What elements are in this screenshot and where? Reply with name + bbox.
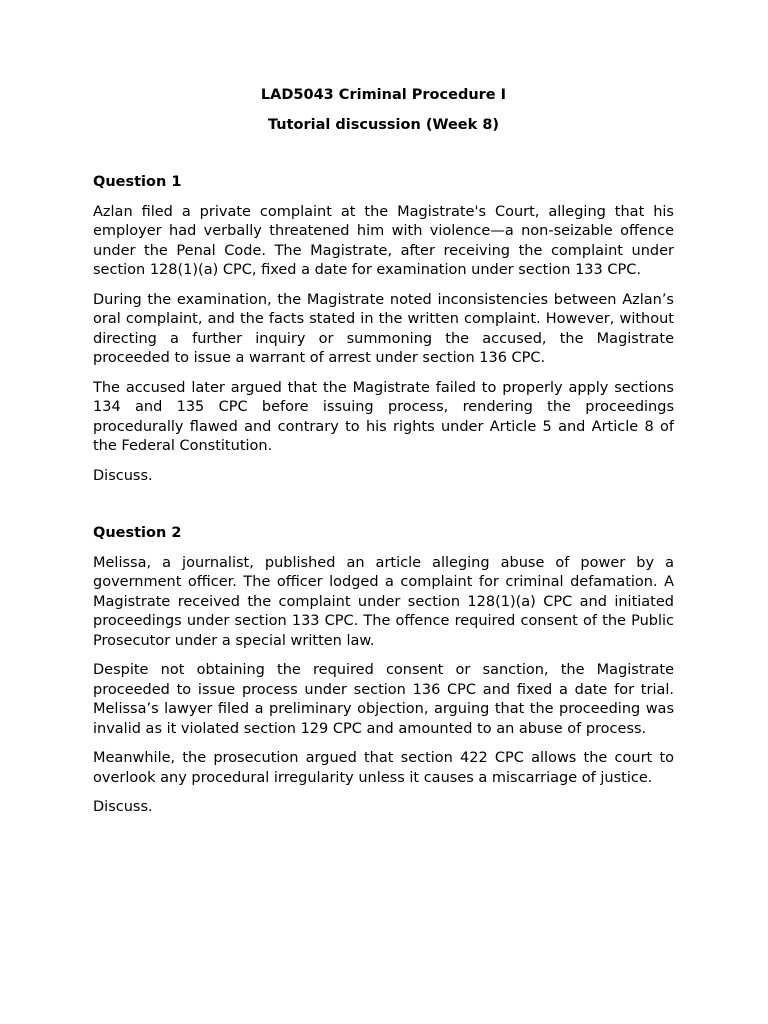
question-2-heading: Question 2 (93, 525, 182, 541)
question-1-discuss: Discuss. (93, 467, 153, 484)
question-2-paragraph: Meanwhile, the prosecution argued that section 422 CPC allows the court to overlook any procedural irregularity unless it causes a miscarriage of justice. (93, 750, 674, 786)
question-2-paragraph: Melissa, a journalist, published an article alleging abuse of power by a government officer. The officer lodged a complaint for criminal defamation. A Magistrate received the complaint under section 128(1)(a) CPC and initiated proceedings under section 133 CPC. The offence required consent of the Public Prosecutor under a special written law. (93, 554, 674, 649)
document-subtitle: Tutorial discussion (Week 8) (267, 116, 500, 133)
question-1-paragraph: During the examination, the Magistrate noted inconsistencies between Azlan’s oral complaint, and the facts stated in the written complaint. However, without directing a further inquiry or summoning the accused, the Magistrate proceeded to issue a warrant of arrest under section 136 CPC. (93, 291, 674, 366)
question-2-discuss: Discuss. (93, 799, 153, 815)
question-1-paragraph: The accused later argued that the Magistrate failed to properly apply sections 134 and 135 CPC before issuing process, rendering the proceedings procedurally flawed and contrary to his rights under Article 5 and Article 8 of the Federal Constitution. (93, 379, 674, 454)
document-title: LAD5043 Criminal Procedure I (260, 87, 507, 103)
question-1-heading: Question 1 (93, 174, 182, 190)
document-page (93, 86, 674, 828)
question-1-paragraph: Azlan filed a private complaint at the Magistrate's Court, alleging that his employer had verbally threatened him with violence—a non-seizable offence under the Penal Code. The Magistrate, after receiving the complaint under section 128(1)(a) CPC, fixed a date for examination under section 133 CPC. (93, 203, 674, 278)
question-2-paragraph: Despite not obtaining the required consent or sanction, the Magistrate proceeded to issue process under section 136 CPC and fixed a date for trial. Melissa’s lawyer filed a preliminary objection, arguing that the proceeding was invalid as it violated section 129 CPC and amounted to an abuse of process. (93, 662, 674, 737)
